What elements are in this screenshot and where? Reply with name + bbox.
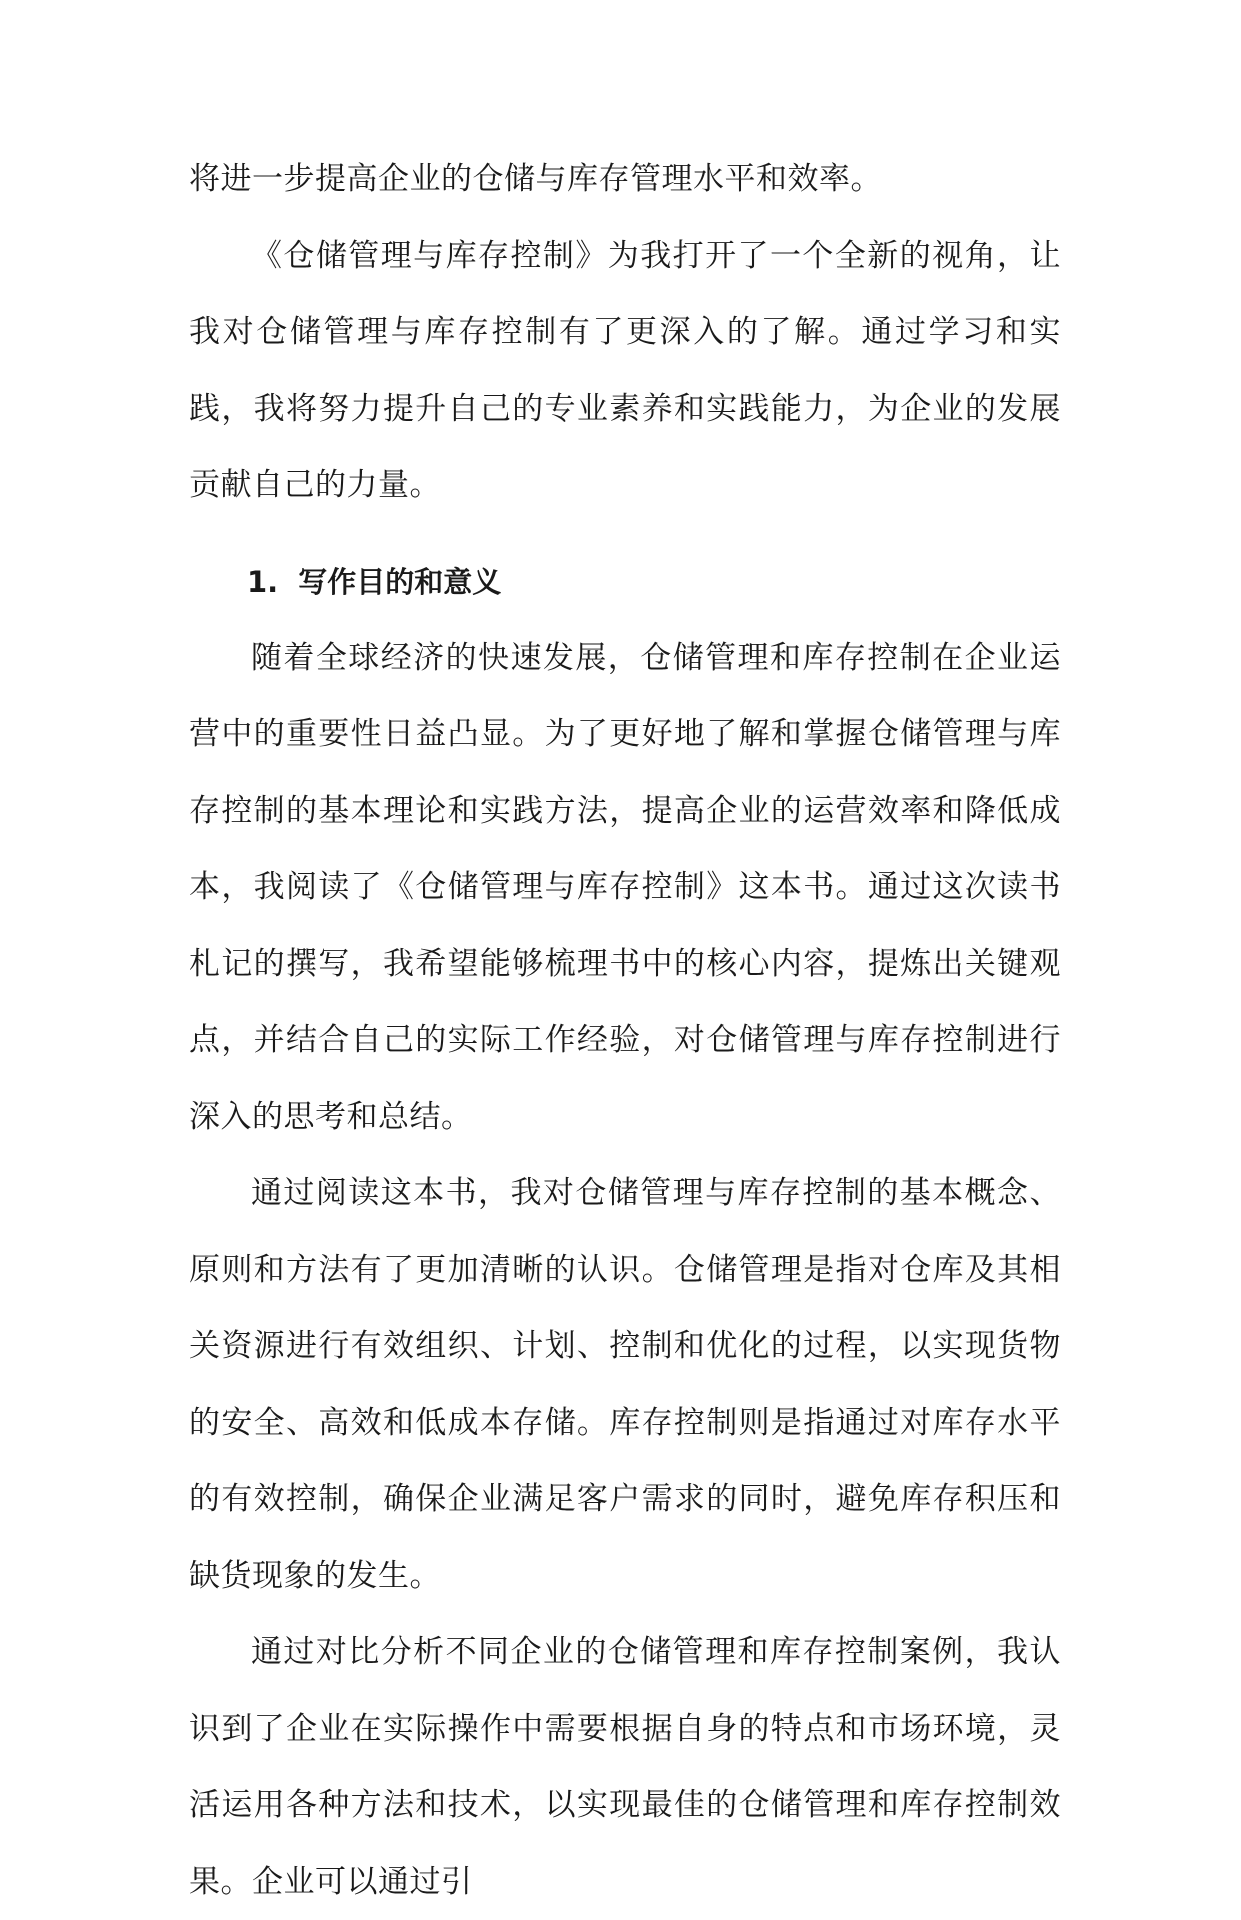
section-heading	[189, 544, 1061, 620]
paragraph-continuation: 将进一步提高企业的仓储与库存管理水平和效率。	[189, 161, 882, 197]
paragraph-concepts: 通过阅读这本书，我对仓储管理与库存控制的基本概念、原则和方法有了更加清晰的认识。仓储管理是指对仓库及其相关资源进行有效组织、计划、控制和优化的过程，以实现货物的安全、高效和低成本存储。库存控制则是指通过对库存水平的有效控制，确保企业满足客户需求的同时，避免库存积压和缺货现象的发生。	[189, 1175, 1061, 1594]
paragraph-book-perspective: 《仓储管理与库存控制》为我打开了一个全新的视角，让我对仓储管理与库存控制有了更深入的了解。通过学习和实践，我将努力提升自己的专业素养和实践能力，为企业的发展贡献自己的力量。	[189, 237, 1061, 503]
paragraph-purpose: 随着全球经济的快速发展，仓储管理和库存控制在企业运营中的重要性日益凸显。为了更好地了解和掌握仓储管理与库存控制的基本理论和实践方法，提高企业的运营效率和降低成本，我阅读了《仓储管理与库存控制》这本书。通过这次读书札记的撰写，我希望能够梳理书中的核心内容，提炼出关键观点，并结合自己的实际工作经验，对仓储管理与库存控制进行深入的思考和总结。	[189, 639, 1061, 1135]
section-number: 1.	[247, 564, 279, 599]
paragraph-case-analysis: 通过对比分析不同企业的仓储管理和库存控制案例，我认识到了企业在实际操作中需要根据自身的特点和市场环境，灵活运用各种方法和技术，以实现最佳的仓储管理和库存控制效果。企业可以通过引	[189, 1634, 1061, 1900]
document-body	[189, 141, 1061, 1920]
section-title: 写作目的和意义	[298, 564, 502, 599]
